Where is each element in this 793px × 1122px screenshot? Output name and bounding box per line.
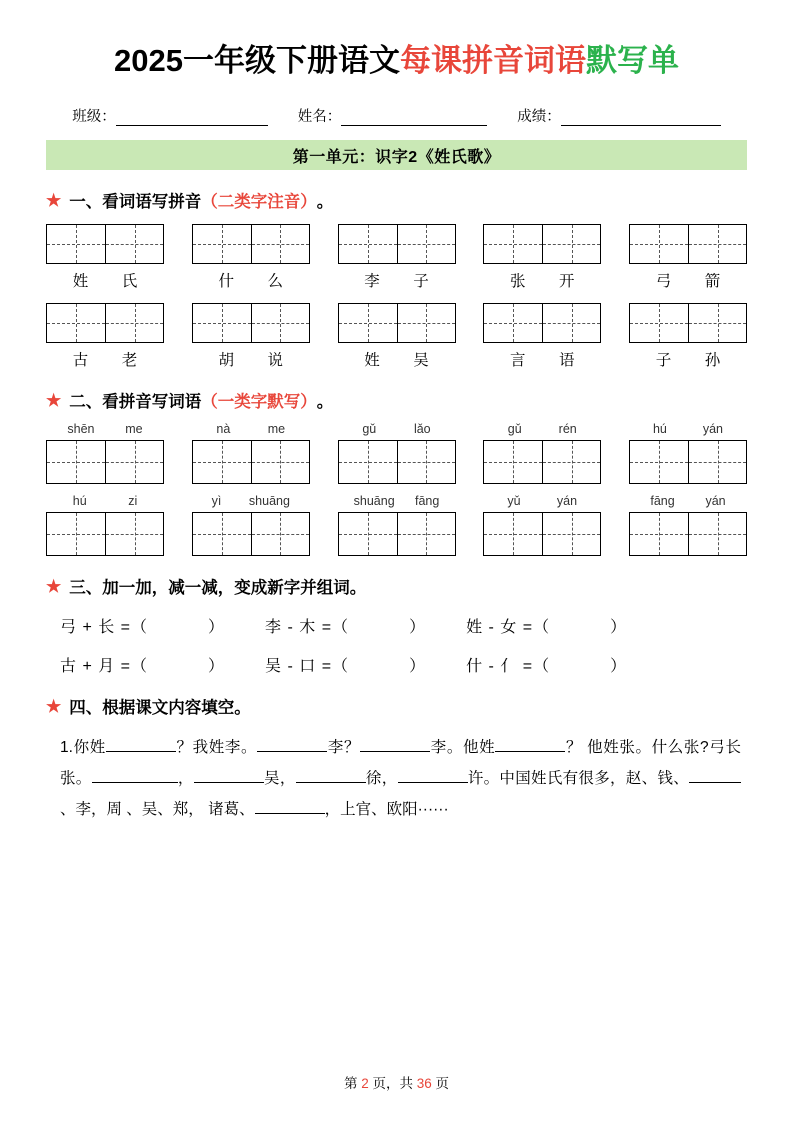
write-box[interactable] — [542, 513, 600, 555]
equation-item[interactable] — [466, 653, 627, 676]
word-label — [629, 269, 747, 291]
para-text: 他姓张。什么张?弓长张。 — [60, 739, 741, 788]
footer-middle: 页，共 — [372, 1076, 413, 1091]
equation-row-1 — [46, 614, 747, 637]
pinyin-grid-row-1 — [46, 422, 747, 484]
tianzige-pair[interactable] — [338, 303, 456, 343]
fill-blank[interactable] — [255, 798, 325, 814]
star-icon: ★ — [46, 696, 62, 716]
footer-suffix: 页 — [435, 1076, 450, 1091]
title-part-2: 每课拼音词语 — [399, 43, 586, 78]
write-grid[interactable] — [46, 512, 164, 556]
equation-close: ） — [610, 658, 628, 676]
pinyin-label — [338, 422, 456, 437]
name-blank[interactable] — [341, 111, 487, 126]
tianzige-box[interactable] — [542, 304, 600, 342]
fill-blank[interactable] — [495, 736, 565, 752]
equation-close: ） — [409, 658, 427, 676]
tianzige-box[interactable] — [630, 304, 688, 342]
equation-close: ） — [208, 658, 226, 676]
pinyin-grid-row-2 — [46, 494, 747, 556]
section-3-title: 加一加，减一减，变成新字并组词。 — [102, 579, 367, 598]
word-cell — [338, 224, 456, 291]
pinyin-label — [192, 494, 310, 509]
tianzige-pair[interactable] — [192, 224, 310, 264]
write-grid[interactable] — [629, 512, 747, 556]
word-char-1: 言 — [509, 352, 526, 370]
pinyin-1: gǔ — [507, 422, 522, 437]
tianzige-box[interactable] — [339, 225, 397, 263]
tianzige-box[interactable] — [47, 304, 105, 342]
word-char-2: 说 — [267, 352, 283, 370]
name-label: 姓名： — [297, 109, 342, 126]
tianzige-pair[interactable] — [192, 303, 310, 343]
star-icon: ★ — [46, 190, 62, 210]
section-1-number: 一、 — [69, 193, 103, 212]
tianzige-box[interactable] — [630, 225, 688, 263]
equation-item[interactable] — [60, 614, 225, 637]
equation-text: 弓 + 长 =（ — [60, 619, 149, 637]
pinyin-cell — [192, 422, 310, 484]
para-text: ， — [177, 770, 194, 788]
section-1-tail: 。 — [316, 193, 334, 212]
equation-item[interactable] — [265, 614, 426, 637]
pinyin-label — [483, 494, 601, 509]
tianzige-pair[interactable] — [629, 303, 747, 343]
write-box[interactable] — [251, 441, 309, 483]
word-grid-row-1 — [46, 224, 747, 291]
equation-text: 姓 - 女 =（ — [466, 619, 551, 637]
word-char-1: 张 — [509, 273, 526, 291]
section-heading-3 — [46, 574, 747, 598]
tianzige-box[interactable] — [397, 225, 455, 263]
pinyin-cell — [46, 422, 164, 484]
write-box[interactable] — [193, 513, 251, 555]
para-text: ？ — [565, 739, 583, 757]
word-label — [46, 348, 164, 370]
write-box[interactable] — [47, 441, 105, 483]
write-box[interactable] — [339, 441, 397, 483]
footer-prefix: 第 — [343, 1076, 358, 1091]
word-char-1: 姓 — [364, 352, 380, 370]
pinyin-1: shēn — [67, 422, 95, 437]
tianzige-box[interactable] — [105, 304, 163, 342]
score-blank[interactable] — [561, 111, 721, 126]
pinyin-2: me — [267, 422, 286, 437]
tianzige-pair[interactable] — [483, 303, 601, 343]
tianzige-pair[interactable] — [483, 224, 601, 264]
write-grid[interactable] — [192, 440, 310, 484]
class-label: 班级： — [72, 109, 116, 126]
equation-text: 什 - 亻 =（ — [466, 658, 551, 676]
pinyin-cell — [629, 494, 747, 556]
tianzige-box[interactable] — [193, 225, 251, 263]
word-char-2: 箭 — [704, 273, 721, 291]
word-label — [46, 269, 164, 291]
word-char-2: 么 — [267, 273, 283, 291]
tianzige-box[interactable] — [397, 304, 455, 342]
para-text: ，上官、欧阳······ — [324, 801, 449, 819]
section-heading-1 — [46, 188, 747, 212]
star-icon: ★ — [46, 576, 62, 596]
pinyin-label — [46, 494, 164, 509]
section-2-title: 看拼音写词语 — [102, 393, 202, 412]
equation-item[interactable] — [60, 653, 225, 676]
word-char-2: 子 — [413, 273, 429, 291]
write-box[interactable] — [105, 441, 163, 483]
equation-text: 李 - 木 =（ — [265, 619, 350, 637]
pinyin-2: rén — [558, 422, 577, 437]
pinyin-2: yán — [702, 422, 724, 437]
word-char-2: 老 — [121, 352, 138, 370]
word-cell — [483, 303, 601, 370]
section-1-title: 看词语写拼音 — [102, 193, 202, 212]
word-label — [338, 269, 456, 291]
write-box[interactable] — [484, 441, 542, 483]
write-box[interactable] — [397, 513, 455, 555]
write-grid[interactable] — [338, 440, 456, 484]
section-heading-4 — [46, 694, 747, 718]
equation-text: 古 + 月 =（ — [60, 658, 149, 676]
pinyin-label — [46, 422, 164, 437]
tianzige-box[interactable] — [47, 225, 105, 263]
section-2-number: 二、 — [69, 393, 103, 412]
word-char-1: 子 — [655, 352, 672, 370]
write-grid[interactable] — [192, 512, 310, 556]
word-cell — [192, 224, 310, 291]
student-info-row — [46, 105, 747, 126]
pinyin-cell — [483, 494, 601, 556]
word-char-1: 胡 — [218, 352, 234, 370]
write-grid[interactable] — [338, 512, 456, 556]
fill-blank[interactable] — [296, 767, 366, 783]
word-cell — [629, 303, 747, 370]
pinyin-cell — [46, 494, 164, 556]
write-box[interactable] — [630, 513, 688, 555]
word-grid-row-2 — [46, 303, 747, 370]
word-char-2: 开 — [558, 273, 575, 291]
tianzige-box[interactable] — [688, 304, 746, 342]
write-box[interactable] — [397, 441, 455, 483]
word-char-2: 氏 — [121, 273, 138, 291]
para-text: 诸葛、 — [208, 801, 255, 819]
fill-blank[interactable] — [257, 736, 327, 752]
pinyin-cell — [338, 422, 456, 484]
word-char-1: 什 — [218, 273, 234, 291]
para-text: 、李，周 、吴、郑， — [60, 801, 204, 819]
title-part-3: 默写单 — [585, 43, 679, 78]
write-box[interactable] — [630, 441, 688, 483]
write-box[interactable] — [484, 513, 542, 555]
word-char-2: 吴 — [413, 352, 429, 370]
star-icon: ★ — [46, 390, 62, 410]
footer-page-number: 2 — [361, 1076, 369, 1091]
word-char-1: 古 — [72, 352, 89, 370]
class-blank[interactable] — [116, 111, 268, 126]
tianzige-box[interactable] — [484, 304, 542, 342]
word-label — [192, 269, 310, 291]
equation-close: ） — [208, 619, 226, 637]
word-cell — [629, 224, 747, 291]
tianzige-box[interactable] — [339, 304, 397, 342]
write-box[interactable] — [339, 513, 397, 555]
fill-blank[interactable] — [106, 736, 176, 752]
pinyin-1: yì — [211, 494, 222, 509]
para-text: 徐， — [365, 770, 398, 788]
para-text: ？我姓李。 — [175, 739, 258, 757]
tianzige-pair[interactable] — [46, 224, 164, 264]
class-field — [72, 105, 268, 126]
section-2-note: （一类字默写） — [201, 393, 317, 412]
para-text: 许。中国姓氏有很多，赵、钱、 — [467, 770, 689, 788]
pinyin-label — [338, 494, 456, 509]
pinyin-2: shuāng — [248, 494, 290, 509]
write-box[interactable] — [251, 513, 309, 555]
page-title — [46, 42, 747, 79]
tianzige-pair[interactable] — [338, 224, 456, 264]
tianzige-box[interactable] — [251, 304, 309, 342]
pinyin-1: yǔ — [507, 494, 521, 509]
footer-total-pages: 36 — [416, 1076, 432, 1091]
write-box[interactable] — [47, 513, 105, 555]
pinyin-cell — [338, 494, 456, 556]
para-text: 1.你姓 — [60, 739, 106, 757]
word-cell — [338, 303, 456, 370]
word-char-1: 弓 — [655, 273, 672, 291]
write-grid[interactable] — [483, 440, 601, 484]
fill-in-paragraph — [46, 732, 747, 825]
pinyin-2: yán — [556, 494, 578, 509]
pinyin-1: hú — [652, 422, 667, 437]
word-cell — [46, 303, 164, 370]
pinyin-2: fāng — [414, 494, 440, 509]
write-box[interactable] — [193, 441, 251, 483]
section-2-tail: 。 — [316, 393, 334, 412]
pinyin-label — [629, 494, 747, 509]
word-label — [192, 348, 310, 370]
equation-close: ） — [409, 619, 427, 637]
fill-blank[interactable] — [360, 736, 430, 752]
tianzige-box[interactable] — [542, 225, 600, 263]
word-char-1: 李 — [364, 273, 380, 291]
section-heading-2 — [46, 388, 747, 412]
write-box[interactable] — [542, 441, 600, 483]
equation-text: 吴 - 口 =（ — [265, 658, 350, 676]
pinyin-cell — [192, 494, 310, 556]
write-box[interactable] — [688, 441, 746, 483]
para-text: 吴， — [263, 770, 296, 788]
pinyin-cell — [483, 422, 601, 484]
pinyin-2: zi — [128, 494, 138, 509]
write-grid[interactable] — [46, 440, 164, 484]
section-4-number: 四、 — [69, 699, 103, 718]
tianzige-box[interactable] — [105, 225, 163, 263]
fill-blank[interactable] — [689, 767, 741, 783]
pinyin-label — [192, 422, 310, 437]
pinyin-1: hú — [72, 494, 87, 509]
section-4-title: 根据课文内容填空。 — [102, 699, 251, 718]
tianzige-box[interactable] — [251, 225, 309, 263]
tianzige-pair[interactable] — [629, 224, 747, 264]
equation-close: ） — [610, 619, 628, 637]
para-text: 李？ — [327, 739, 361, 757]
tianzige-box[interactable] — [688, 225, 746, 263]
tianzige-pair[interactable] — [46, 303, 164, 343]
tianzige-box[interactable] — [193, 304, 251, 342]
fill-blank[interactable] — [92, 767, 178, 783]
fill-blank[interactable] — [194, 767, 264, 783]
pinyin-label — [629, 422, 747, 437]
pinyin-2: yán — [705, 494, 726, 509]
word-label — [338, 348, 456, 370]
equation-item[interactable] — [265, 653, 426, 676]
title-part-1: 2025一年级下册语文 — [114, 43, 400, 78]
unit-banner: 第一单元：识字2《姓氏歌》 — [46, 140, 747, 170]
name-field — [298, 105, 488, 126]
pinyin-1: gǔ — [362, 422, 377, 437]
equation-row-2 — [46, 653, 747, 676]
word-cell — [46, 224, 164, 291]
pinyin-cell — [629, 422, 747, 484]
pinyin-label — [483, 422, 601, 437]
write-grid[interactable] — [483, 512, 601, 556]
write-box[interactable] — [105, 513, 163, 555]
word-cell — [192, 303, 310, 370]
score-label: 成绩： — [517, 109, 561, 126]
fill-blank[interactable] — [398, 767, 468, 783]
word-char-1: 姓 — [72, 273, 89, 291]
page-footer — [0, 1072, 793, 1092]
tianzige-box[interactable] — [484, 225, 542, 263]
pinyin-2: lǎo — [413, 422, 431, 437]
word-label — [629, 348, 747, 370]
word-cell — [483, 224, 601, 291]
equation-item[interactable] — [466, 614, 627, 637]
pinyin-1: shuāng — [353, 494, 395, 509]
write-grid[interactable] — [629, 440, 747, 484]
para-text: 李。他姓 — [430, 739, 496, 757]
word-char-2: 语 — [558, 352, 575, 370]
pinyin-2: me — [125, 422, 143, 437]
section-1-note: （二类字注音） — [201, 193, 317, 212]
pinyin-1: nà — [216, 422, 231, 437]
pinyin-1: fāng — [650, 494, 675, 509]
score-field — [517, 105, 721, 126]
write-box[interactable] — [688, 513, 746, 555]
word-label — [483, 269, 601, 291]
section-3-number: 三、 — [69, 579, 103, 598]
word-label — [483, 348, 601, 370]
word-char-2: 孙 — [704, 352, 721, 370]
